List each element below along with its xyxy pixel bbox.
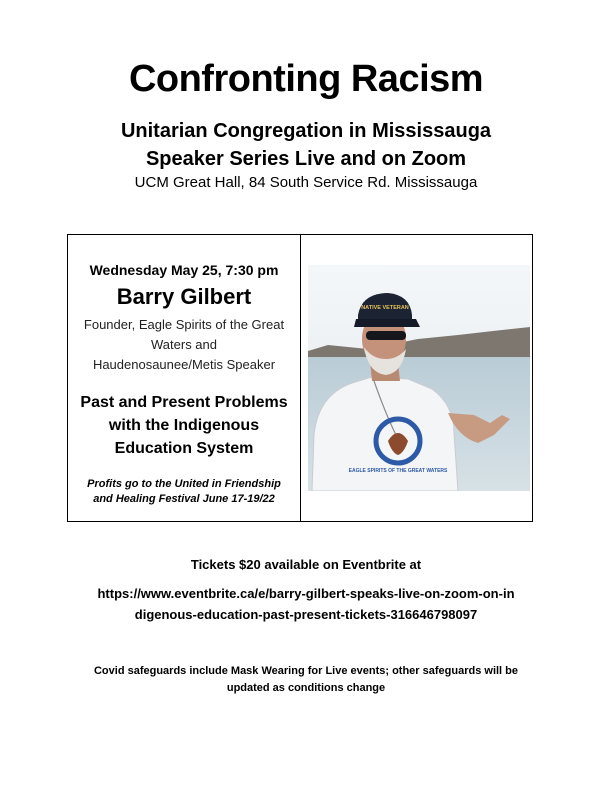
- speaker-photo: [308, 265, 530, 491]
- organizer-heading: Unitarian Congregation in Mississauga: [120, 120, 492, 142]
- event-date: Wednesday May 25, 7:30 pm: [89, 262, 279, 278]
- series-heading: Speaker Series Live and on Zoom: [145, 148, 467, 170]
- speaker-role-line: Haudenosaunee/Metis Speaker: [92, 357, 276, 372]
- covid-notice: [0, 663, 612, 697]
- event-details-box: [67, 234, 533, 522]
- talk-topic-line: Past and Present Problems: [80, 394, 288, 411]
- cap-text: NATIVE VETERAN: [361, 305, 409, 311]
- eventbrite-link-line[interactable]: https://www.eventbrite.ca/e/barry-gilbert-speaks-live-on-zoom-on-in: [97, 586, 515, 601]
- cap-brim: [354, 319, 420, 327]
- speaker-name: Barry Gilbert: [116, 284, 252, 309]
- talk-topic-line: Education System: [114, 440, 254, 457]
- talk-topic-line: with the Indigenous: [108, 417, 260, 434]
- sunglasses: [366, 331, 406, 340]
- eventbrite-link[interactable]: [0, 583, 612, 625]
- profits-note-line: and Healing Festival June 17-19/22: [93, 493, 275, 505]
- venue-address: UCM Great Hall, 84 South Service Rd. Mississauga: [134, 174, 478, 191]
- covid-notice-line: Covid safeguards include Mask Wearing for Live events; other safeguards will be: [93, 665, 519, 677]
- speaker-role: [72, 315, 296, 375]
- talk-topic: [68, 391, 300, 460]
- profits-note-line: Profits go to the United in Friendship: [87, 478, 281, 490]
- event-info-panel: [68, 235, 300, 521]
- profits-note: [68, 477, 300, 507]
- box-divider: [300, 235, 301, 521]
- eventbrite-link-line[interactable]: digenous-education-past-present-tickets-316646798097: [134, 607, 478, 622]
- page-title: Confronting Racism: [128, 58, 484, 100]
- speaker-role-line: Waters and: [151, 337, 217, 352]
- speaker-role-line: Founder, Eagle Spirits of the Great: [83, 317, 285, 332]
- covid-notice-line: updated as conditions change: [226, 682, 386, 694]
- tickets-info: Tickets $20 available on Eventbrite at: [190, 557, 422, 572]
- shirt-logo-text: EAGLE SPIRITS OF THE GREAT WATERS: [348, 468, 448, 474]
